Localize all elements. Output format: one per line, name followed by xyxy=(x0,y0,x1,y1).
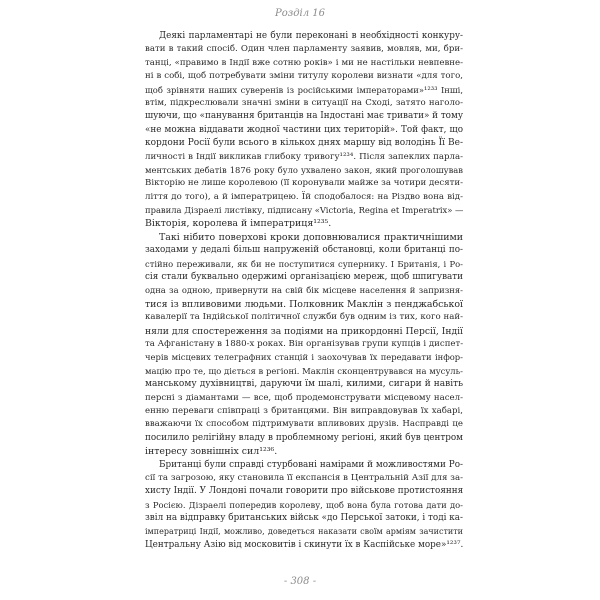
text-line: посилило релігійну владу в проблемному регіоні, який був центром xyxy=(145,432,463,443)
text-line: та Афганістану в 1880-х роках. Він організував групи купців і диспет- xyxy=(145,338,464,349)
text-line: Вікторія, королева й імператриця¹²³⁵. xyxy=(145,218,332,230)
text-line: Британці були справді стурбовані намірами й можливостями Ро- xyxy=(159,459,463,470)
text-line: ліття до того), а й імператрицею. Їй сподобалося: на Різдво вона від- xyxy=(145,191,463,202)
text-line: Вікторію не лише королевою (її коронували майже за чотири десяти- xyxy=(145,178,463,189)
chapter-header: Розділ 16 xyxy=(274,8,325,19)
text-line: Центральну Азію від московитів і скинути їх в Каспійське море»¹²³⁷. xyxy=(145,539,464,550)
paragraph-2 xyxy=(145,231,463,459)
paragraph-3 xyxy=(145,459,463,553)
text-line: заходами у дедалі більш напруженій обстановці, коли британці по- xyxy=(145,245,463,256)
text-line: «не можна віддавати жодної частини цих територій». Той факт, що xyxy=(145,124,463,135)
text-line: вважаючи їх способом підтримувати впливових друзів. Насправді це xyxy=(145,419,463,430)
page-number: - 308 - xyxy=(283,576,317,587)
text-line: шуючи, що «панування британців на Індостані має тривати» й тому xyxy=(145,111,463,122)
text-line: личності в Індії викликав глибоку тривогу¹²³⁴. Після запеклих парла- xyxy=(145,151,463,162)
text-line: черів місцевих телеграфних станцій і заохочував їх передавати інфор- xyxy=(145,352,463,363)
text-line: ментських дебатів 1876 року було ухвалено закон, який проголошував xyxy=(145,164,463,175)
text-line: щоб зрівняти наших суверенів із російськими імператорами»¹²³³ Інші, xyxy=(145,84,463,95)
text-line: кавалерії та Індійської політичної служби був одним із тих, кого най- xyxy=(145,312,463,323)
text-line: ні в собі, щоб потребувати зміни титулу королеви визнати «для того, xyxy=(145,71,463,82)
text-line: Такі нібито поверхові кроки доповнювалися практичнішими xyxy=(159,231,463,243)
text-line: енню переваги співпраці з британцями. Він виправдовував їх хабарі, xyxy=(145,405,463,416)
text-line: інтересу зовнішніх сил¹²³⁶. xyxy=(145,446,278,458)
text-line: сії та загрозою, яку становила її експансія в Центральній Азії для за- xyxy=(145,472,463,483)
text-line: імператриці Індії, можливо, доведеться наказати своїм арміям зачистити xyxy=(145,527,463,537)
text-line: кордони Росії були всього в кількох днях маршу від володінь Її Ве- xyxy=(145,138,463,149)
body-text xyxy=(145,30,463,552)
text-line: тися із впливовими людьми. Полковник Маклін з пенджабської xyxy=(145,298,463,310)
text-line: звіл на відправку британських військ «до Перської затоки, і тоді ка- xyxy=(145,513,463,524)
text-line: з Росією. Дізраелі попередив королеву, щоб вона була готова дати до- xyxy=(145,499,463,510)
text-line: Деякі парламентарі не були переконані в необхідності конкуру- xyxy=(159,31,463,41)
text-line: стійно переживали, як би не поступитися супернику. І Британія, і Ро- xyxy=(145,258,463,269)
text-line: няли для спостереження за подіями на прикордонні Персії, Індії xyxy=(145,325,463,337)
text-line: сія стали буквально одержимі організацією мереж, щоб шпигувати xyxy=(145,272,463,283)
text-line: одна за одною, привернути на свій бік місцеве населення й запризня- xyxy=(145,285,463,296)
text-line: правила Дізраелі листівку, підписану «Victoria, Regina et Imperatrix» — xyxy=(145,205,464,216)
text-line: хисту Індії. У Лондоні почали говорити про військове протистояння xyxy=(145,486,464,497)
text-line: манському духівництві, даруючи їм шалі, килими, сигари й навіть xyxy=(145,379,463,390)
text-line: танці, «правимо в Індії вже сотню років» і ми не настільки невпевне- xyxy=(145,57,463,68)
text-line: втім, підкреслювали значні зміни в ситуації на Сході, затято наголо- xyxy=(145,97,463,108)
paragraph-1 xyxy=(145,30,463,231)
text-line: вати в такий спосіб. Один член парламенту заявив, мовляв, ми, бри- xyxy=(145,44,463,55)
text-line: мацію про те, що діється в регіоні. Маклін сконцентрувався на мусуль- xyxy=(145,365,463,376)
text-line: персні з діамантами — все, щоб продемонструвати місцевому насел- xyxy=(145,392,463,403)
